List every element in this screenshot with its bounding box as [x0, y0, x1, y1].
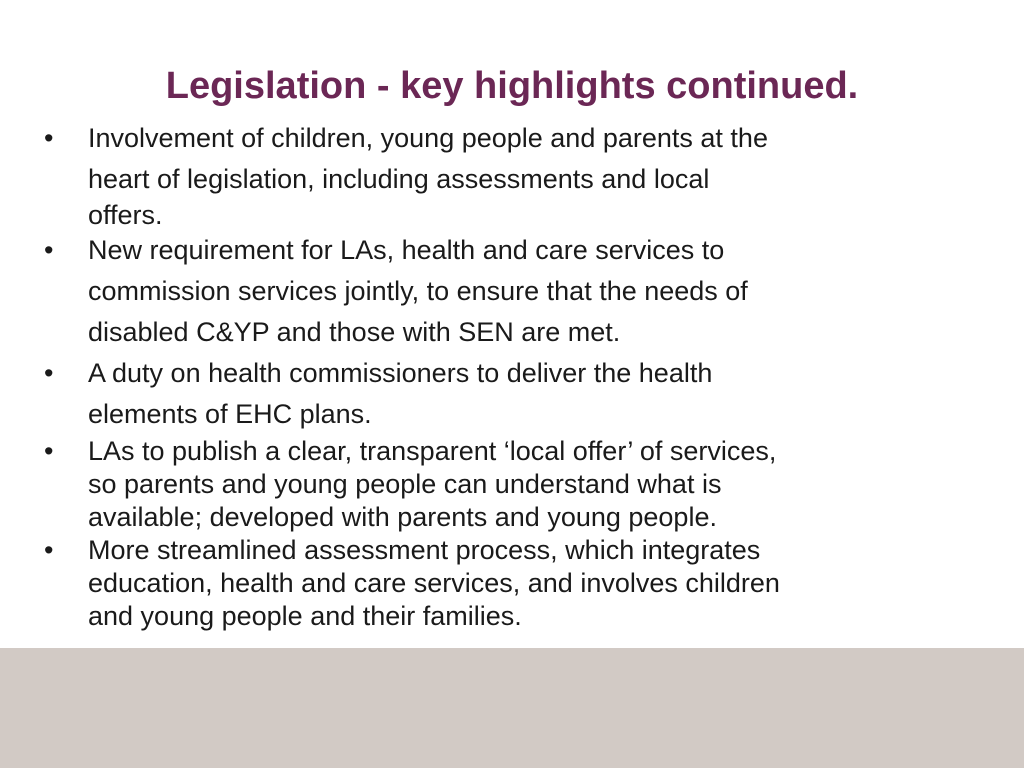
bullet-marker: • [44, 436, 54, 466]
bullet-line: Involvement of children, young people and parents at the [88, 123, 768, 153]
bullet-marker: • [44, 235, 54, 265]
bullet-line: education, health and care services, and involves children [88, 568, 780, 598]
bullet-marker: • [44, 358, 54, 388]
bullet-marker: • [44, 123, 54, 153]
bullet-item [44, 435, 984, 534]
bullet-item [44, 353, 984, 435]
bullet-list [44, 118, 984, 633]
bullet-line: and young people and their families. [88, 601, 522, 631]
slide-title: Legislation - key highlights continued. [165, 65, 859, 107]
bullet-line: New requirement for LAs, health and care services to [88, 235, 725, 265]
bullet-line: heart of legislation, including assessments and local [88, 164, 710, 194]
bullet-line: commission services jointly, to ensure that the needs of [88, 276, 748, 306]
bullet-marker: • [44, 535, 54, 565]
bullet-line: elements of EHC plans. [88, 399, 372, 429]
bullet-line: LAs to publish a clear, transparent ‘local offer’ of services, [88, 436, 777, 466]
bullet-line: A duty on health commissioners to deliver the health [88, 358, 713, 388]
bullet-item [44, 230, 984, 353]
bullet-line: More streamlined assessment process, which integrates [88, 535, 761, 565]
bullet-line: available; developed with parents and young people. [88, 502, 717, 532]
bullet-line: offers. [88, 200, 163, 230]
bullet-line: so parents and young people can understand what is [88, 469, 722, 499]
bullet-item [44, 534, 984, 633]
bullet-line: disabled C&YP and those with SEN are met. [88, 317, 621, 347]
bullet-item [44, 118, 984, 230]
footer-band [0, 648, 1024, 768]
